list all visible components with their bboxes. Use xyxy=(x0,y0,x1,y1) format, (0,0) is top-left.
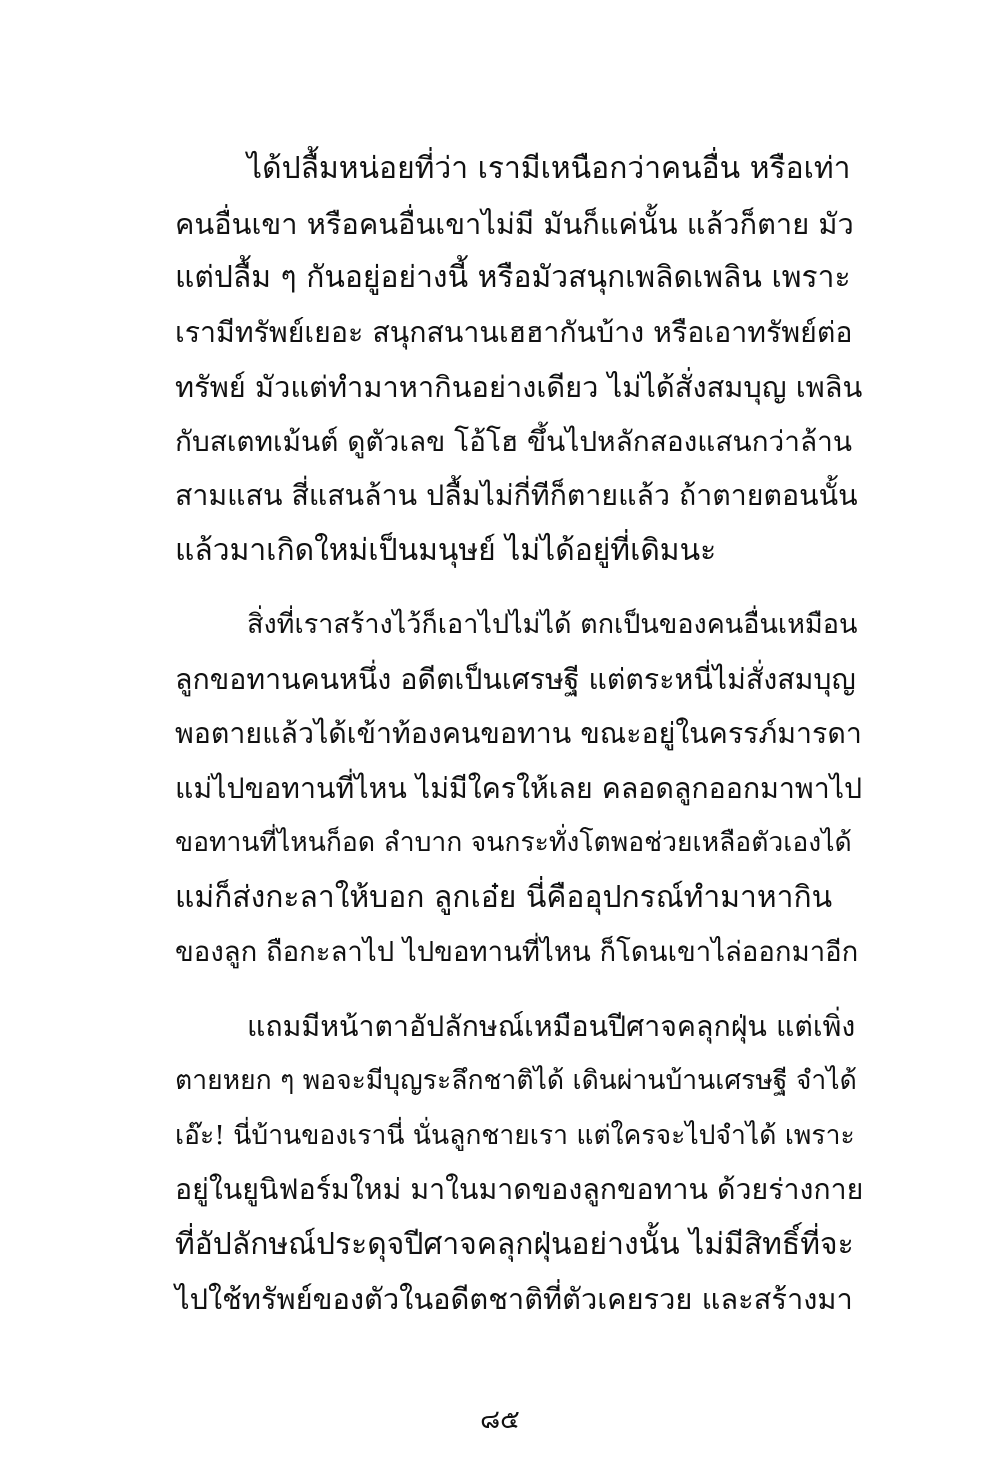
text-line: แม่ก็ส่งกะลาให้บอก ลูกเอ๋ย นี่คืออุปกรณ์ทำมาหากิน xyxy=(175,879,833,915)
text-line: แต่ปลื้ม ๆ กันอยู่อย่างนี้ หรือมัวสนุกเพลิดเพลิน เพราะ xyxy=(175,260,851,295)
text-line: ตายหยก ๆ พอจะมีบุญระลึกชาติได้ เดินผ่านบ้านเศรษฐี จำได้ xyxy=(175,1065,857,1096)
text-line: ขอทานที่ไหนก็อด ลำบาก จนกระทั่งโตพอช่วยเหลือตัวเองได้ xyxy=(175,827,852,858)
text-line: พอตายแล้วได้เข้าท้องคนขอทาน ขณะอยู่ในครรภ์มารดา xyxy=(175,717,862,750)
body-text xyxy=(175,142,863,1327)
text-line: ที่อัปลักษณ์ประดุจปีศาจคลุกฝุ่นอย่างนั้น ไม่มีสิทธิ์ที่จะ xyxy=(175,1226,854,1262)
text-line: ไปใช้ทรัพย์ของตัวในอดีตชาติที่ตัวเคยรวย และสร้างมา xyxy=(175,1282,853,1316)
text-line: อยู่ในยูนิฟอร์มใหม่ มาในมาดของลูกขอทาน ด้วยร่างกาย xyxy=(175,1173,864,1206)
text-line: คนอื่นเขา หรือคนอื่นเขาไม่มี มันก็แค่นั้น แล้วก็ตาย มัว xyxy=(175,206,854,241)
text-line: แม่ไปขอทานที่ไหน ไม่มีใครให้เลย คลอดลูกออกมาพาไป xyxy=(175,771,863,805)
text-line: เรามีทรัพย์เยอะ สนุกสนานเฮฮากันบ้าง หรือเอาทรัพย์ต่อ xyxy=(175,315,853,349)
text-line: ของลูก ถือกะลาไป ไปขอทานที่ไหน ก็โดนเขาไล่ออกมาอีก xyxy=(175,936,859,968)
paragraph-3 xyxy=(175,1000,863,1327)
paragraph-1 xyxy=(175,142,863,578)
text-line: ได้ปลื้มหน่อยที่ว่า เรามีเหนือกว่าคนอื่น หรือเท่า xyxy=(247,151,851,186)
text-line: สามแสน สี่แสนล้าน ปลื้มไม่กี่ทีก็ตายแล้ว ถ้าตายตอนนั้น xyxy=(175,479,858,512)
text-line: เอ๊ะ! นี่บ้านของเรานี่ นั่นลูกชายเรา แต่ใครจะไปจำได้ เพราะ xyxy=(175,1119,855,1151)
text-line: ทรัพย์ มัวแต่ทำมาหากินอย่างเดียว ไม่ได้สั่งสมบุญ เพลิน xyxy=(175,370,863,404)
text-line: สิ่งที่เราสร้างไว้ก็เอาไปไม่ได้ ตกเป็นของคนอื่นเหมือน xyxy=(247,609,858,640)
page-number: ๘๕ xyxy=(480,1405,520,1435)
text-line: ลูกขอทานคนหนึ่ง อดีตเป็นเศรษฐี แต่ตระหนี่ไม่สั่งสมบุญ xyxy=(175,662,856,696)
text-line: กับสเตทเม้นต์ ดูตัวเลข โอ้โฮ ขึ้นไปหลักสองแสนกว่าล้าน xyxy=(175,424,853,458)
text-line: แล้วมาเกิดใหม่เป็นมนุษย์ ไม่ได้อยู่ที่เดิมนะ xyxy=(175,532,717,568)
paragraph-2 xyxy=(175,598,863,980)
text-line: แถมมีหน้าตาอัปลักษณ์เหมือนปีศาจคลุกฝุ่น แต่เพิ่ง xyxy=(247,1009,856,1043)
